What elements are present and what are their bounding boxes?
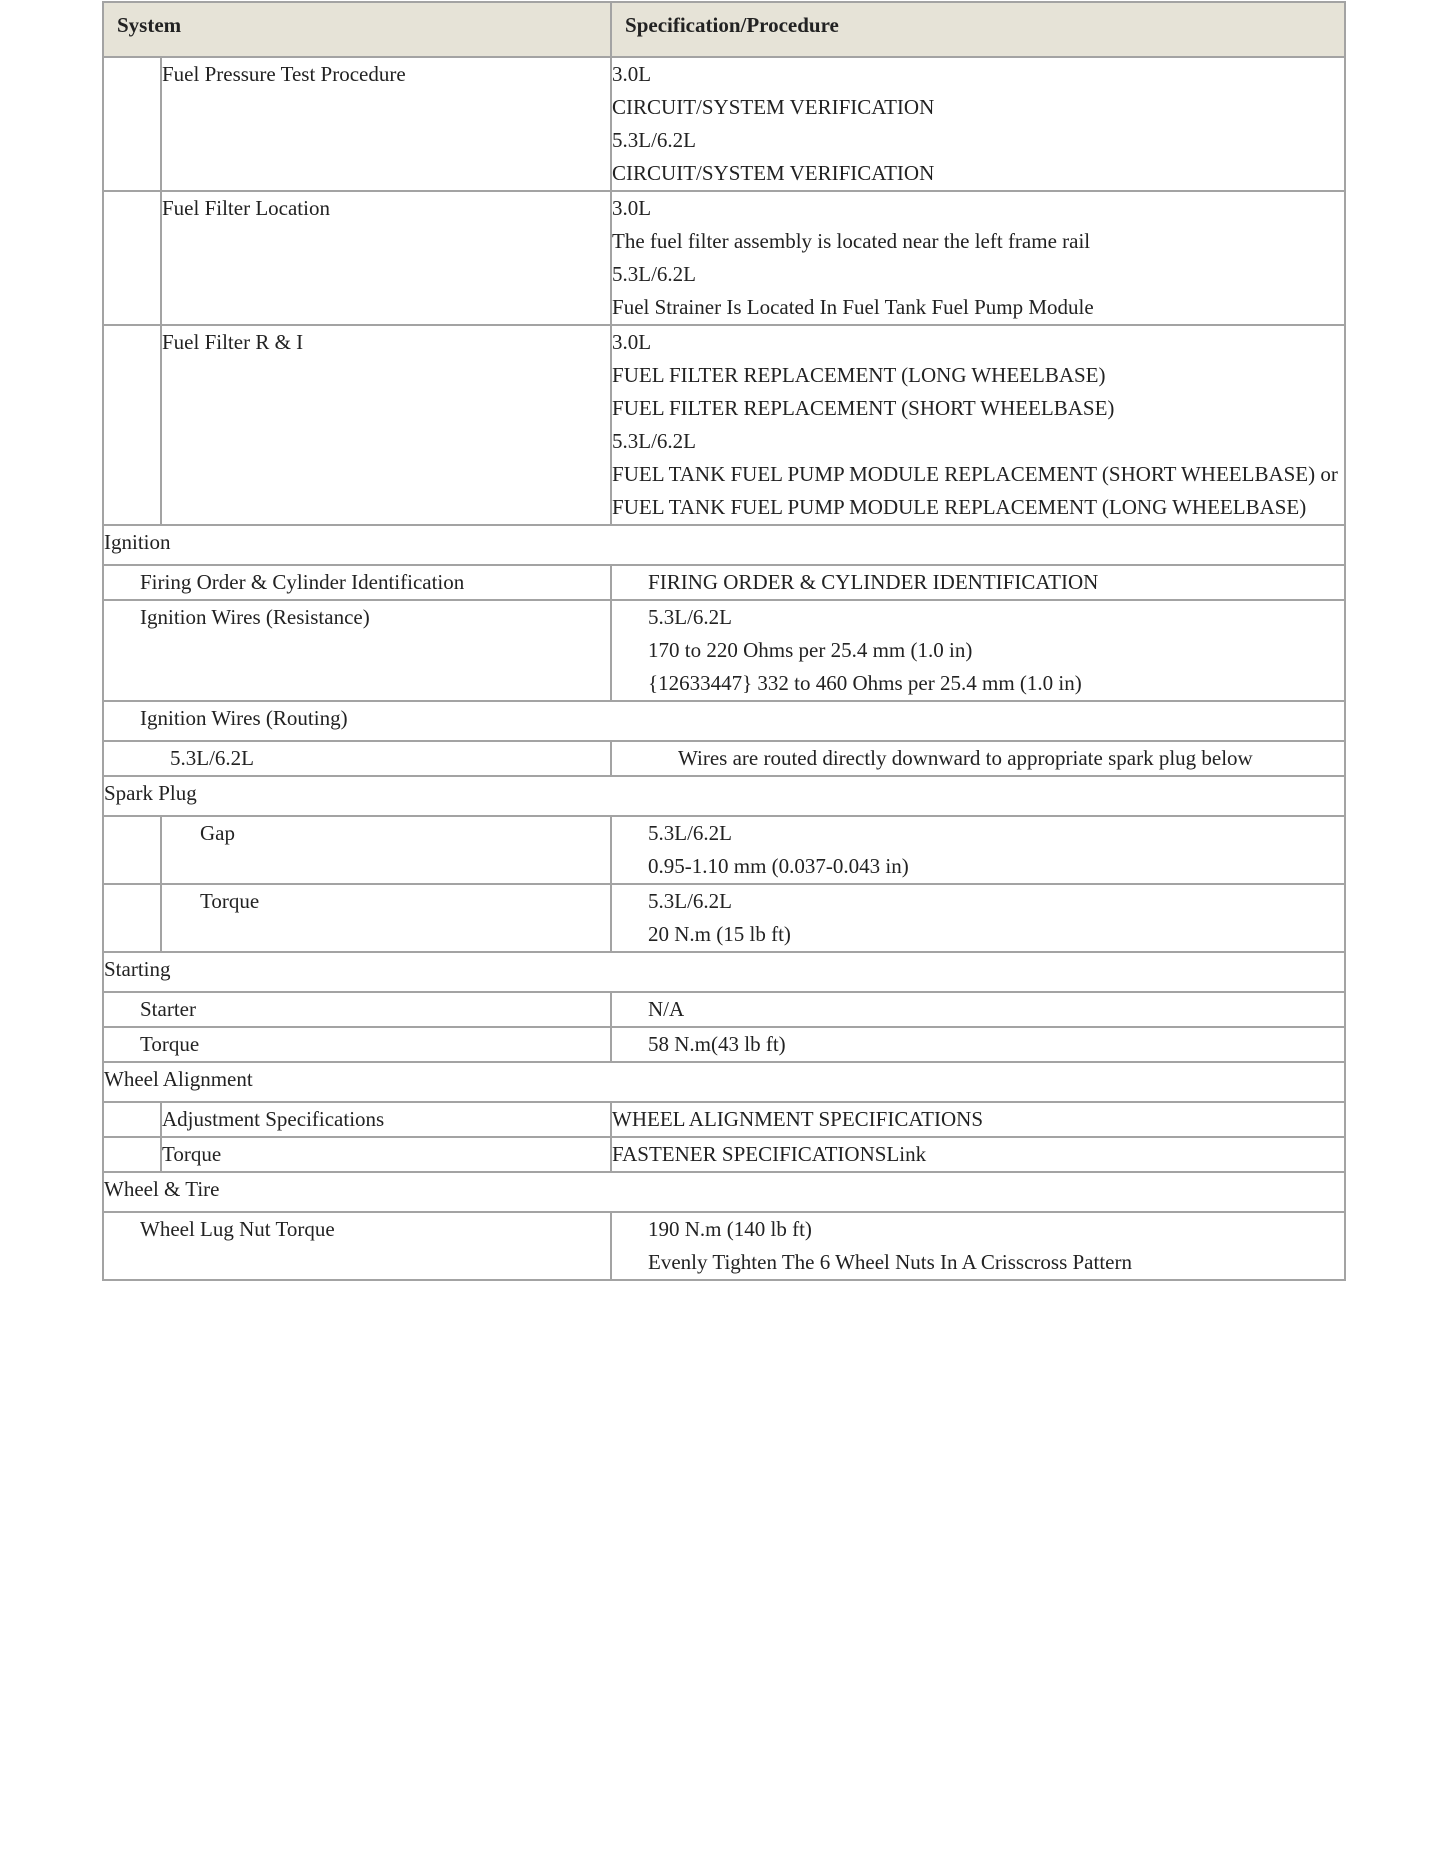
row-label: Fuel Filter R & I bbox=[161, 325, 611, 525]
value-line: 5.3L/6.2L bbox=[648, 605, 733, 629]
row-value bbox=[611, 325, 1345, 525]
table-row bbox=[103, 1212, 1345, 1280]
row-label: Torque bbox=[161, 884, 611, 952]
table-row bbox=[103, 325, 1345, 525]
value-line: 5.3L/6.2L bbox=[648, 821, 733, 845]
indent-spacer bbox=[103, 884, 161, 952]
section-title: Starting bbox=[103, 952, 1345, 992]
sub-section-title: Ignition Wires (Routing) bbox=[103, 701, 1345, 741]
value-line: 3.0L bbox=[612, 62, 652, 86]
value-line: 5.3L/6.2L bbox=[648, 889, 733, 913]
row-value bbox=[611, 884, 1345, 952]
table-row bbox=[103, 1137, 1345, 1172]
value-line: Fuel Strainer Is Located In Fuel Tank Fuel Pump Module bbox=[612, 295, 1094, 319]
row-value bbox=[611, 600, 1345, 701]
row-label: Starter bbox=[103, 992, 611, 1027]
value-line: 5.3L/6.2L bbox=[612, 429, 697, 453]
row-value bbox=[611, 191, 1345, 325]
indent-spacer bbox=[103, 1102, 161, 1137]
section-row-spark-plug bbox=[103, 776, 1345, 816]
table-row bbox=[103, 600, 1345, 701]
value-line: {12633447} 332 to 460 Ohms per 25.4 mm (1.0 in) bbox=[648, 671, 1082, 695]
row-value: FASTENER SPECIFICATIONSLink bbox=[611, 1137, 1345, 1172]
row-label: 5.3L/6.2L bbox=[103, 741, 611, 776]
row-label: Firing Order & Cylinder Identification bbox=[103, 565, 611, 600]
row-label: Torque bbox=[103, 1027, 611, 1062]
value-line: Evenly Tighten The 6 Wheel Nuts In A Crisscross Pattern bbox=[648, 1250, 1132, 1274]
value-line: FUEL TANK FUEL PUMP MODULE REPLACEMENT (SHORT WHEELBASE) or FUEL TANK FUEL PUMP MODULE REPLACEMENT (LONG WHEELBASE) bbox=[612, 462, 1338, 519]
specifications-table bbox=[102, 1, 1346, 1281]
row-label: Fuel Filter Location bbox=[161, 191, 611, 325]
table-row bbox=[103, 741, 1345, 776]
table-row bbox=[103, 1102, 1345, 1137]
value-line: 190 N.m (140 lb ft) bbox=[648, 1217, 812, 1241]
row-value: WHEEL ALIGNMENT SPECIFICATIONS bbox=[611, 1102, 1345, 1137]
section-title: Wheel Alignment bbox=[103, 1062, 1345, 1102]
table-row bbox=[103, 816, 1345, 884]
value-line: 0.95-1.10 mm (0.037-0.043 in) bbox=[648, 854, 909, 878]
row-value: 58 N.m(43 lb ft) bbox=[611, 1027, 1345, 1062]
value-line: CIRCUIT/SYSTEM VERIFICATION bbox=[612, 95, 935, 119]
table-row bbox=[103, 57, 1345, 191]
value-line: 5.3L/6.2L bbox=[612, 128, 697, 152]
row-value: Wires are routed directly downward to appropriate spark plug below bbox=[611, 741, 1345, 776]
row-label: Wheel Lug Nut Torque bbox=[103, 1212, 611, 1280]
value-line: CIRCUIT/SYSTEM VERIFICATION bbox=[612, 161, 935, 185]
row-label: Ignition Wires (Resistance) bbox=[103, 600, 611, 701]
value-line: 3.0L bbox=[612, 330, 652, 354]
value-line: 5.3L/6.2L bbox=[612, 262, 697, 286]
table-row bbox=[103, 884, 1345, 952]
sub-section-row bbox=[103, 701, 1345, 741]
indent-spacer bbox=[103, 1137, 161, 1172]
section-row-wheel-alignment bbox=[103, 1062, 1345, 1102]
indent-spacer bbox=[103, 325, 161, 525]
table-row bbox=[103, 1027, 1345, 1062]
row-value: FIRING ORDER & CYLINDER IDENTIFICATION bbox=[611, 565, 1345, 600]
section-title: Spark Plug bbox=[103, 776, 1345, 816]
row-label: Fuel Pressure Test Procedure bbox=[161, 57, 611, 191]
section-title: Wheel & Tire bbox=[103, 1172, 1345, 1212]
row-value: N/A bbox=[611, 992, 1345, 1027]
row-label: Adjustment Specifications bbox=[161, 1102, 611, 1137]
section-row-ignition bbox=[103, 525, 1345, 565]
header-specification: Specification/Procedure bbox=[611, 2, 1345, 57]
section-row-wheel-tire bbox=[103, 1172, 1345, 1212]
row-label: Torque bbox=[161, 1137, 611, 1172]
section-title: Ignition bbox=[103, 525, 1345, 565]
value-line: 3.0L bbox=[612, 196, 652, 220]
table-row bbox=[103, 565, 1345, 600]
header-system: System bbox=[103, 2, 611, 57]
row-value bbox=[611, 1212, 1345, 1280]
table-header-row bbox=[103, 2, 1345, 57]
value-line: The fuel filter assembly is located near the left frame rail bbox=[612, 229, 1091, 253]
value-line: 20 N.m (15 lb ft) bbox=[648, 922, 791, 946]
value-line: FUEL FILTER REPLACEMENT (SHORT WHEELBASE) bbox=[612, 396, 1115, 420]
row-label: Gap bbox=[161, 816, 611, 884]
indent-spacer bbox=[103, 816, 161, 884]
row-value bbox=[611, 816, 1345, 884]
table-row bbox=[103, 191, 1345, 325]
indent-spacer bbox=[103, 57, 161, 191]
section-row-starting bbox=[103, 952, 1345, 992]
table-row bbox=[103, 992, 1345, 1027]
row-value bbox=[611, 57, 1345, 191]
indent-spacer bbox=[103, 191, 161, 325]
value-line: FUEL FILTER REPLACEMENT (LONG WHEELBASE) bbox=[612, 363, 1106, 387]
value-line: 170 to 220 Ohms per 25.4 mm (1.0 in) bbox=[648, 638, 973, 662]
